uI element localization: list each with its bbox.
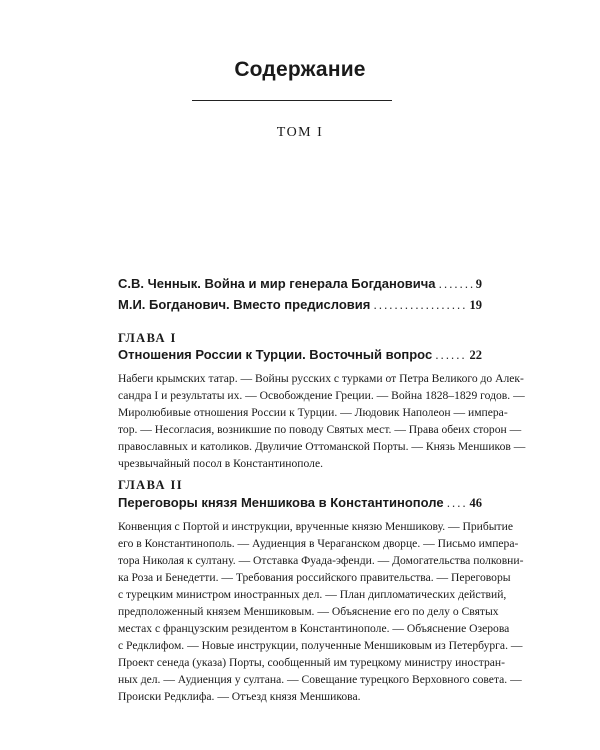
chapter-2-label: ГЛАВА II [118, 478, 184, 492]
chapter-1-summary [118, 370, 526, 472]
summary-line: Проект сенеда (указа) Порты, сообщенный им турецкому министру иностран- [118, 656, 505, 669]
leader-dots [439, 276, 473, 291]
toc-entry-page: 22 [469, 348, 482, 362]
toc-entry-title: Переговоры князя Меншикова в Константинополе [118, 495, 444, 510]
summary-line: Набеги крымских татар. — Войны русских с турками от Петра Великого до Алек- [118, 372, 524, 385]
toc-entry-title: М.И. Богданович. Вместо предисловия [118, 297, 371, 312]
volume-label: ТОМ I [276, 125, 324, 140]
summary-line: предположенный князем Меншиковым. — Объяснение его по делу о Святых [118, 605, 499, 618]
chapter-2-summary [118, 518, 524, 705]
toc-entry-page: 19 [469, 298, 482, 312]
toc-entry-preface-bogdanovich [118, 297, 482, 313]
toc-entry-title: Отношения России к Турции. Восточный вопрос [118, 347, 433, 362]
leader-dots [447, 495, 467, 510]
summary-line: тора Николая к султану. — Отставка Фуада-эфенди. — Домогательства полковни- [118, 554, 524, 567]
summary-line: ка Роза и Бенедетти. — Требования российского правительства. — Переговоры [118, 571, 511, 584]
chapter-1-label: ГЛАВА I [118, 331, 177, 345]
toc-entry-title: С.В. Ченнык. Война и мир генерала Богдановича [118, 276, 436, 291]
summary-line: Миролюбивые отношения России к Турции. — Людовик Наполеон — импера- [118, 406, 508, 419]
summary-line: сандра I и результаты их. — Освобождение Греции. — Война 1828–1829 годов. — [118, 389, 525, 402]
page-title: Содержание [234, 58, 366, 81]
summary-line: Происки Редклифа. — Отъезд князя Меншикова. [118, 690, 361, 703]
leader-dots [435, 347, 466, 362]
toc-entry-page: 9 [475, 277, 482, 291]
summary-line: местах с французским резидентом в Константинополе. — Объяснение Озерова [118, 622, 510, 635]
summary-line: с турецким министром иностранных дел. — План дипломатических действий, [118, 588, 507, 601]
title-divider [192, 100, 392, 101]
summary-line: православных и католиков. Двуличие Оттоманской Порты. — Князь Меншиков — [118, 440, 526, 453]
summary-line: Конвенция с Портой и инструкции, врученные князю Меншикову. — Прибытие [118, 520, 513, 533]
summary-line: чрезвычайный посол в Константинополе. [118, 457, 323, 470]
toc-entry-chapter-1 [118, 347, 482, 363]
summary-line: тор. — Несогласия, возникшие по поводу Святых мест. — Права обеих сторон — [118, 423, 522, 436]
summary-line: с Редклифом. — Новые инструкции, полученные Меншиковым из Петербурга. — [118, 639, 523, 652]
toc-entry-chapter-2 [118, 495, 482, 511]
leader-dots [373, 297, 466, 312]
toc-entry-page: 46 [469, 496, 482, 510]
toc-entry-foreword-chennyk [118, 276, 482, 292]
summary-line: его в Константинополь. — Аудиенция в Чераганском дворце. — Письмо импера- [118, 537, 519, 550]
summary-line: ных дел. — Аудиенция у султана. — Совещание турецкого Верховного совета. — [118, 673, 522, 686]
